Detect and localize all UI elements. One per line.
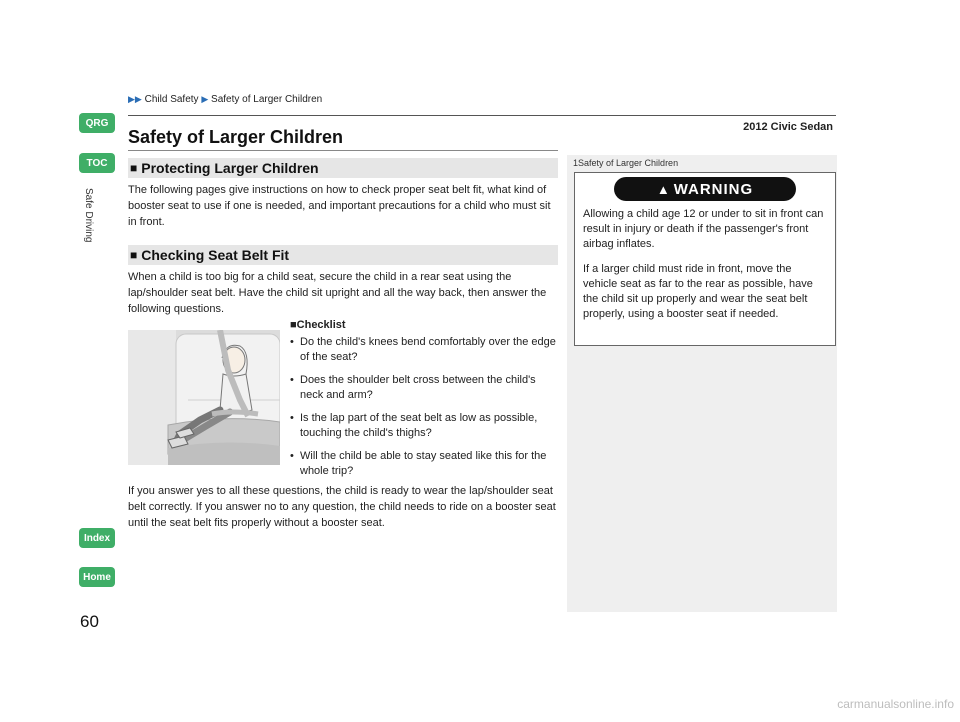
page-title: Safety of Larger Children [128,127,344,147]
side-note-title: 1Safety of Larger Children [573,158,679,168]
title-rule [128,150,558,151]
protecting-paragraph: The following pages give instructions on how to check proper seat belt fit, what kind of booster seat to use if one is needed, and important precautions for a child who must sit in front. [128,184,551,228]
warning-text [575,201,835,322]
list-item: • Is the lap part of the seat belt as low as possible, touching the child's thighs? [290,412,538,439]
child-seatbelt-illustration [128,330,280,465]
warning-box [574,172,836,346]
home-button[interactable]: Home [79,567,115,587]
section-vertical-label: Safe Driving [83,188,94,243]
list-item: • Do the child's knees bend comfortably over the edge of the seat? [290,336,556,363]
warning-paragraph: If a larger child must ride in front, move the vehicle seat as far to the rear as possible, have the child sit up properly and wear the seat belt properly, using a booster seat if needed. [583,263,813,320]
breadcrumb-current: Safety of Larger Children [211,94,323,105]
warning-triangle-icon: ▲ [656,181,671,197]
qrg-button[interactable]: QRG [79,113,115,133]
watermark: carmanualsonline.info [837,697,954,711]
reference-marker-icon: 1 [573,158,579,168]
section-heading-protecting: ■ Protecting Larger Children [128,158,558,178]
conclusion-paragraph: If you answer yes to all these questions, the child is ready to wear the lap/shoulder seat belt correctly. If you answer no to any question, the child needs to ride on a booster seat until the seat belt fits properly without a booster seat. [128,485,556,529]
index-button[interactable]: Index [79,528,115,548]
square-bullet-icon: ■ [130,161,138,175]
bullet-icon: • [290,374,294,386]
toc-button[interactable]: TOC [79,153,115,173]
checklist [290,318,560,487]
breadcrumb-link-child-safety[interactable]: Child Safety [144,94,199,105]
page-number: 60 [80,612,99,631]
breadcrumb [128,94,322,105]
bullet-icon: • [290,450,294,462]
header-rule [128,115,836,116]
chevron-right-icon: ▶▶ [128,94,142,104]
checking-paragraph: When a child is too big for a child seat, secure the child in a rear seat using the lap/shoulder seat belt. Have the child sit upright and all the way back, then answer the following questions. [128,271,547,315]
checklist-heading: ■Checklist [290,319,346,331]
section-heading-checking: ■ Checking Seat Belt Fit [128,245,558,265]
square-bullet-icon: ■ [290,319,297,331]
model-name: 2012 Civic Sedan [743,121,833,133]
bullet-icon: • [290,336,294,348]
chevron-right-icon: ▶ [201,94,209,104]
bullet-icon: • [290,412,294,424]
list-item: • Will the child be able to stay seated like this for the whole trip? [290,450,547,477]
list-item: • Does the shoulder belt cross between the child's neck and arm? [290,374,536,401]
warning-label: ▲ WARNING [614,177,796,201]
warning-paragraph: Allowing a child age 12 or under to sit in front can result in injury or death if the passenger's front airbag inflates. [583,208,824,250]
square-bullet-icon: ■ [130,248,138,262]
